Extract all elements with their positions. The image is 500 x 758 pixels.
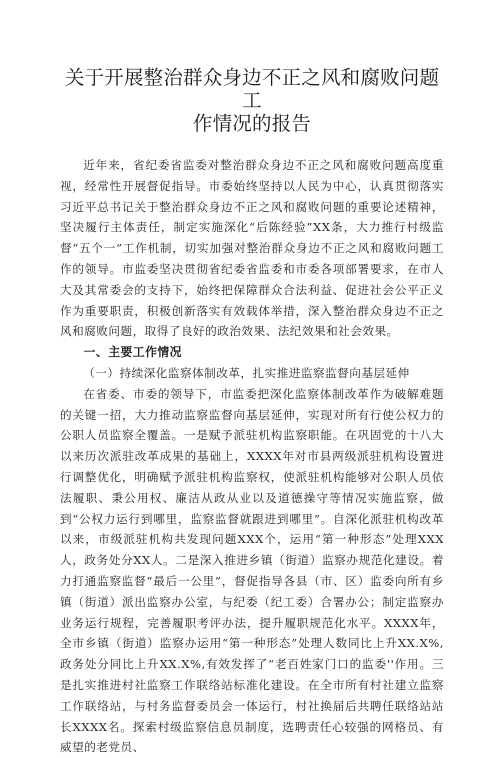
section-heading: 一、主要工作情况	[83, 345, 182, 360]
document-body	[60, 155, 444, 758]
intro-paragraph: 近年来，省纪委省监委对整治群众身边不正之风和腐败问题高度重视，经常性开展督促指导。市委始终坚持以人民为中心，认真贯彻落实习近平总书记关于整治群众身边不正之风和腐败问题的重要论述精神，坚决履行主体责任，制定实施深化“后陈经验”XX条，大力推行村级监督“五个一”工作机制，切实加强对整治群众身边不正之风和腐败问题工作的领导。市监委坚决贯彻省纪委省监委和市委各项部署要求，在市人大及其常委会的支持下，始终把保障群众合法利益、促进社会公平正义作为重要职责，积极创新落实有效载体举措，深入整治群众身边不正之风和腐败问题，取得了良好的政治效果、法纪效果和社会效果。	[60, 158, 444, 339]
document-title-line-1: 关于开展整治群众身边不正之风和腐败问题工	[64, 66, 440, 112]
document-title	[60, 66, 444, 135]
document-title-line-2: 作情况的报告	[192, 112, 312, 135]
body-paragraph: 在省委、市委的领导下，市监委把深化监察体制改革作为破解难题的关键一招，大力推动监察监督向基层延伸，实现对所有行使公权力的公职人员监察全覆盖。一是赋予派驻机构监察职能。在巩固党的十八大以来历次派驻改革成果的基础上，XXXX年对市县两级派驻机构设置进行调整优化，明确赋予派驻机构监察权，使派驻机构能够对公职人员依法履职、秉公用权、廉洁从政从业以及道德操守等情况实施监察，做到“公权力运行到哪里，监察监督就跟进到哪里”。自深化派驻机构改革以来，市级派驻机构共发现问题XXX个，运用“第一种形态”处理XXX人，政务处分XX人。二是深入推进乡镇（街道）监察办规范化建设。着力打通监察监督“最后一公里”，督促指导各县（市、区）监委向所有乡镇（街道）派出监察办公室，与纪委（纪工委）合署办公；制定监察办业务运行规程，完善履职考评办法，提升履职规范化水平。XXXX年，全市乡镇（街道）监察办运用“第一种形态”处理人数同比上升XX.X%,政务处分同比上升XX.X%,有效发挥了“老百姓家门口的监委''作用。三是扎实推进村社监察工作联络站标准化建设。在全市所有村社建立监察工作联络站，与村务监督委员会一体运行，村社换届后共聘任联络站站长XXXX名。探索村级监察信息员制度，选聘责任心较强的网格员、有威望的老党员、	[60, 386, 444, 755]
subsection-heading: （一）持续深化监察体制改革，扎实推进监察监督向基层延伸	[83, 365, 410, 380]
